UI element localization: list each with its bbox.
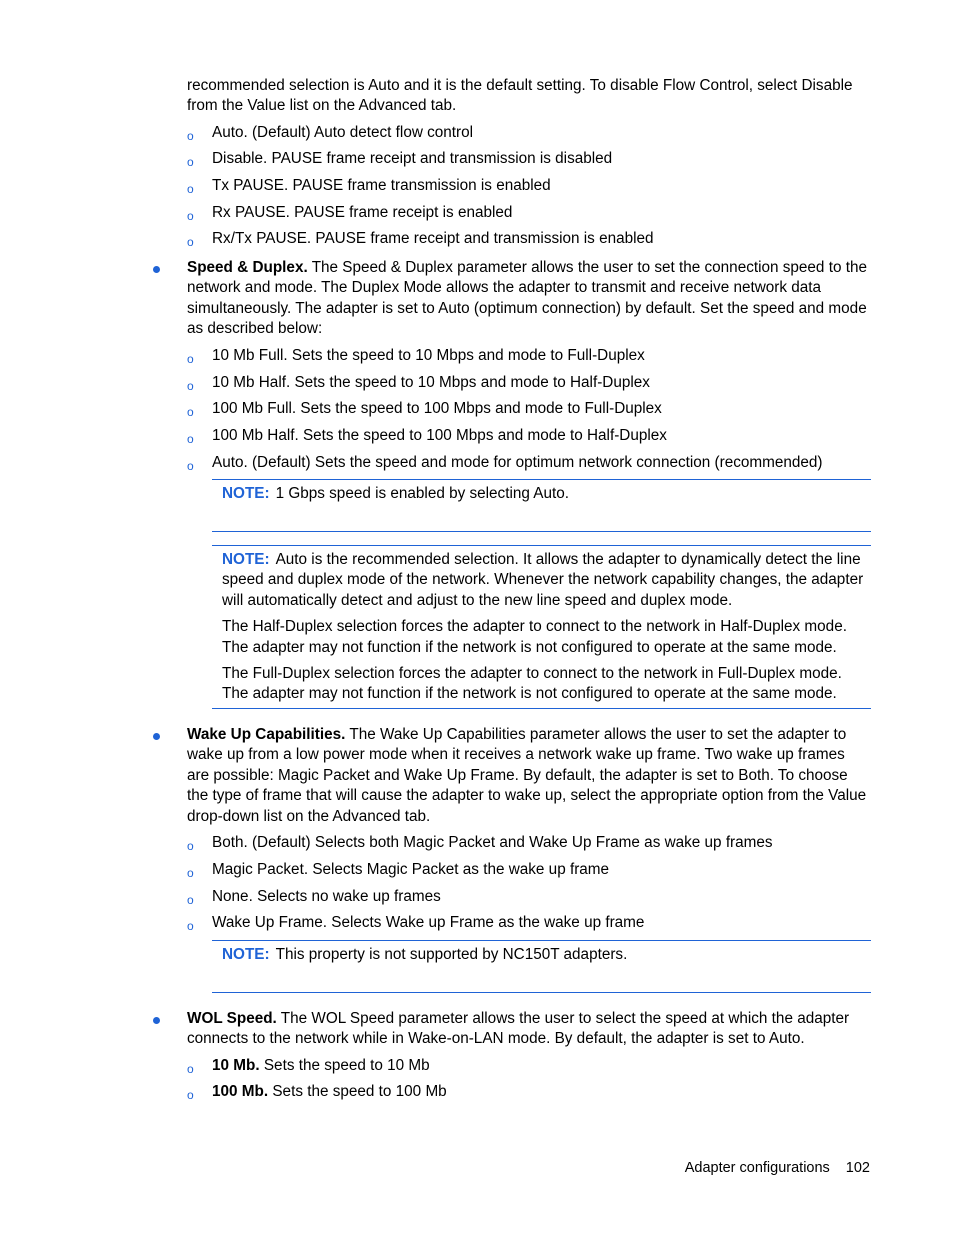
flow-option-item (187, 203, 871, 223)
wol-option-item (187, 1056, 871, 1076)
list-item-text: 100 Mb Half. Sets the speed to 100 Mbps and mode to Half-Duplex (212, 427, 667, 444)
bullet-text: The Speed & Duplex parameter allows the user to set the connection speed to the network and mode. The Duplex Mode allows the adapter to transmit and receive network data simultaneously. The adapter is set to Auto (optimum connection) by default. Set the speed and mode as described below: (187, 259, 867, 338)
wake-option-item (187, 860, 871, 880)
sub-bullet-icon: o (187, 459, 194, 473)
note-label: NOTE: (222, 946, 270, 963)
note-label: NOTE: (222, 551, 270, 568)
note-text: Auto is the recommended selection. It allows the adapter to dynamically detect the line speed and duplex mode of the network. Whenever the network capability changes, the adapter will automatically detect and adjust to the new line speed and duplex mode. (222, 551, 864, 609)
flow-option-item (187, 229, 871, 249)
note-box (212, 940, 871, 993)
sub-bullet-icon: o (187, 1062, 194, 1076)
sub-bullet-icon: o (187, 893, 194, 907)
list-item-text (212, 1056, 430, 1076)
list-item-text: Auto. (Default) Sets the speed and mode for optimum network connection (recommended) (212, 454, 823, 471)
wol-option-item (187, 1082, 871, 1102)
bullet-icon (153, 266, 160, 273)
speed-option-item (187, 373, 871, 393)
sub-bullet-icon: o (187, 182, 194, 196)
option-title: 100 Mb. (212, 1083, 269, 1100)
list-item-text: Auto. (Default) Auto detect flow control (212, 124, 474, 141)
page-footer (685, 1158, 870, 1178)
list-item-text: Magic Packet. Selects Magic Packet as the wake up frame (212, 861, 610, 878)
bullet-title: Wake Up Capabilities. (187, 726, 346, 743)
sub-bullet-icon: o (187, 919, 194, 933)
note-paragraph: The Full-Duplex selection forces the adapter to connect to the network in Full-Duplex mode. The adapter may not function if the network is not configured to operate at the same mode. (222, 665, 842, 703)
bullet-icon (153, 733, 160, 740)
list-item-text (212, 1082, 447, 1102)
speed-option-item (187, 453, 871, 473)
list-item-text: 10 Mb Full. Sets the speed to 10 Mbps and mode to Full-Duplex (212, 347, 645, 364)
sub-bullet-icon: o (187, 1088, 194, 1102)
list-item-text: Tx PAUSE. PAUSE frame transmission is enabled (212, 177, 551, 194)
speed-option-item (187, 346, 871, 366)
speed-option-item (187, 426, 871, 446)
sub-bullet-icon: o (187, 155, 194, 169)
bullet-text: The WOL Speed parameter allows the user to select the speed at which the adapter connects to the network while in Wake-on-LAN mode. By default, the adapter is set to Auto. (187, 1010, 850, 1048)
list-item-text: Wake Up Frame. Selects Wake up Frame as the wake up frame (212, 914, 645, 931)
option-text: Sets the speed to 10 Mb (259, 1057, 430, 1074)
bullet-text: The Wake Up Capabilities parameter allows the user to set the adapter to wake up from a low power mode when it receives a network wake up frame. Two wake up frames are possible: Magic Packet and Wake Up Frame. By default, the adapter is set to Both. To choose the type of frame that will cause the adapter to wake up, select the appropriate option from the Value drop-down list on the Advanced tab. (187, 726, 867, 825)
list-item-text: 10 Mb Half. Sets the speed to 10 Mbps and mode to Half-Duplex (212, 374, 650, 391)
speed-option-item (187, 399, 871, 419)
sub-bullet-icon: o (187, 405, 194, 419)
bullet-title: WOL Speed. (187, 1010, 277, 1027)
flow-option-item (187, 176, 871, 196)
list-item-text: Disable. PAUSE frame receipt and transmission is disabled (212, 150, 613, 167)
speed-duplex-bullet (153, 258, 871, 340)
list-item-text: Rx/Tx PAUSE. PAUSE frame receipt and transmission is enabled (212, 230, 654, 247)
bullet-title: Speed & Duplex. (187, 259, 308, 276)
list-item-text: Rx PAUSE. PAUSE frame receipt is enabled (212, 204, 513, 221)
option-text: Sets the speed to 100 Mb (268, 1083, 447, 1100)
note-text: This property is not supported by NC150T adapters. (275, 946, 628, 963)
wake-option-item (187, 833, 871, 853)
list-item-text: None. Selects no wake up frames (212, 888, 441, 905)
sub-bullet-icon: o (187, 129, 194, 143)
sub-bullet-icon: o (187, 379, 194, 393)
wake-option-item (187, 913, 871, 933)
footer-section: Adapter configurations (684, 1160, 830, 1176)
flow-option-item (187, 123, 871, 143)
wake-option-item (187, 887, 871, 907)
sub-bullet-icon: o (187, 352, 194, 366)
wol-speed-bullet (153, 1009, 871, 1050)
sub-bullet-icon: o (187, 209, 194, 223)
sub-bullet-icon: o (187, 432, 194, 446)
note-text: 1 Gbps speed is enabled by selecting Auto. (275, 485, 569, 502)
page-number: 102 (845, 1160, 870, 1176)
bullet-icon (153, 1017, 160, 1024)
sub-bullet-icon: o (187, 839, 194, 853)
intro-paragraph: recommended selection is Auto and it is the default setting. To disable Flow Control, select Disable from the Value list on the Advanced tab. (187, 77, 853, 115)
sub-bullet-icon: o (187, 866, 194, 880)
note-label: NOTE: (222, 485, 270, 502)
note-box (212, 479, 871, 532)
wake-up-bullet (153, 725, 871, 827)
sub-bullet-icon: o (187, 235, 194, 249)
list-item-text: 100 Mb Full. Sets the speed to 100 Mbps and mode to Full-Duplex (212, 400, 662, 417)
flow-option-item (187, 149, 871, 169)
note-box (212, 545, 871, 709)
note-paragraph: The Half-Duplex selection forces the adapter to connect to the network in Half-Duplex mode. The adapter may not function if the network is not configured to operate at the same mode. (222, 618, 847, 656)
option-title: 10 Mb. (212, 1057, 260, 1074)
list-item-text: Both. (Default) Selects both Magic Packet and Wake Up Frame as wake up frames (212, 834, 773, 851)
